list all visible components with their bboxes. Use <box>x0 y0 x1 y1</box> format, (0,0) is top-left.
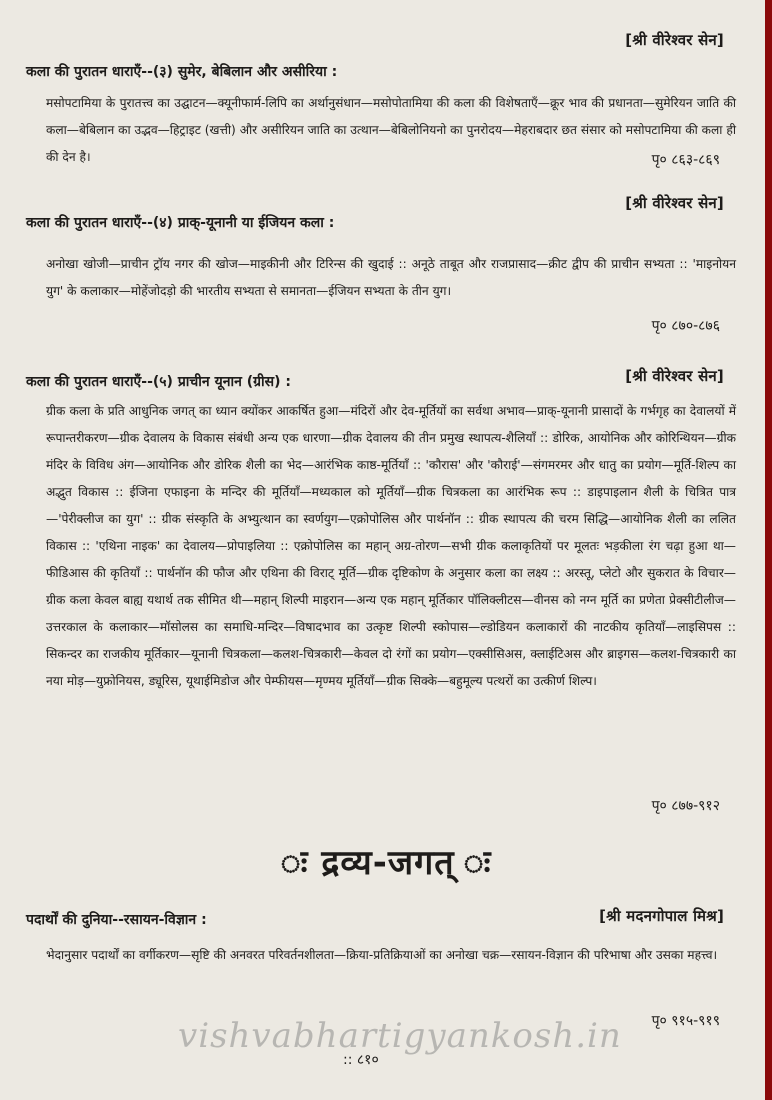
section-3-page-ref: पृ० ८७७-९१२ <box>651 798 720 814</box>
section-1-page-ref: पृ० ८६३-८६९ <box>651 152 720 168</box>
page-edge-binding <box>765 0 772 1100</box>
section-1-heading: कला की पुरातन धाराएँ--(३) सुमेर, बेबिलान और असीरिया : <box>26 64 338 80</box>
section-4-page-ref: पृ० ९१५-९१९ <box>651 1013 720 1029</box>
watermark: vishvabhartigyankosh.in <box>178 1016 622 1056</box>
section-2-body: अनोखा खोजी—प्राचीन ट्रॉय नगर की खोज—माइकीनी और टिरिन्स की खुदाई :: अनूठे ताबूत और राजप्रासाद—क्रीट द्वीप की प्राचीन सभ्यता :: 'माइनोयन युग' के कलाकार—मोहेंजोदड़ो की भारतीय सभ्यता से समानता—ईजियन सभ्यता के तीन युग। <box>46 257 736 298</box>
section-1-author: [श्री वीरेश्वर सेन] <box>625 31 724 49</box>
section-2-page-ref: पृ० ८७०-८७६ <box>651 318 720 334</box>
part-heading: ः द्रव्य-जगत् ः <box>280 843 492 883</box>
section-3-author: [श्री वीरेश्वर सेन] <box>625 367 724 385</box>
section-3-body: ग्रीक कला के प्रति आधुनिक जगत् का ध्यान क्योंकर आकर्षित हुआ—मंदिरों और देव-मूर्तियों का सर्वथा अभाव—प्राक्-यूनानी प्रासादों के गर्भगृह का देवालयों में रूपान्तरीकरण—ग्रीक देवालय के विकास संबंधी अन्य एक धारणा—ग्रीक देवालय की तीन प्रमुख स्थापत्य-शैलियाँ :: डोरिक, आयोनिक और कोरिन्थियन—ग्रीक मंदिर के विविध अंग—आयोनिक और डोरिक शैली का भेद—आरंभिक काष्ठ-मूर्तियाँ :: 'कौरास' और 'कौराई'—संगमरमर और धातु का प्रयोग—मूर्ति-शिल्प का अद्भुत विकास :: ईजिना एफाइना के मन्दिर की मूर्तियाँ—मध्यकाल को मूर्तियाँ—ग्रीक चित्रकला का आरंभिक रूप :: डाइपाइलान शैली के चित्रित पात्र—'पेरीक्लीज का युग' :: ग्रीक संस्कृति के अभ्युत्थान का स्वर्णयुग—एक्रोपोलिस और पार्थनॉन :: ग्रीक स्थापत्य की चरम सिद्धि—आयोनिक शैली का ललित विकास :: 'एथिना नाइक' का देवालय—प्रोपाइलिया :: एक्रोपोलिस का महान् अग्र-तोरण—सभी ग्रीक कलाकृतियों पर मूलतः भड़कीला रंग चढ़ा हुआ था—फीडिआस की कृतियाँ :: पार्थनॉन की फौज और एथिना की विराट् मूर्ति—ग्रीक दृष्टिकोण के अनुसार कला का लक्ष्य :: अरस्तू, प्लेटो और सुकरात के विचार—ग्रीक कला केवल बाह्य यथार्थ तक सीमित थी—महान् शिल्पी माइरान—अन्य एक महान् मूर्तिकार पॉलिक्लीटस—वीनस को नग्न मूर्ति का प्रणेता प्रेक्सीटीलीज—उत्तरकाल के कलाकार—मॉसोलस का समाधि-मन्दिर—विषादभाव का उत्कृष्ट शिल्पी स्कोपास—ल्डोडियन कलाकारों की नाटकीय कृतियाँ—लाइसिपस :: सिकन्दर का राजकीय मूर्तिकार—यूनानी चित्रकला—कलश-चित्रकारी—केवल दो रंगों का प्रयोग—एक्सीसिअस, क्लाईटिअस और ब्राइगस—कलश-चित्रकारी का नया मोड़—युफ्रोनियस, ड्यूरिस, यूथाईमिडोज और पेम्फीयस—मृण्मय मूर्तियाँ—ग्रीक सिक्के—बहुमूल्य पत्थरों का उत्कीर्ण शिल्प। <box>46 404 736 688</box>
section-4-body: भेदानुसार पदार्थों का वर्गीकरण—सृष्टि की अनवरत परिवर्तनशीलता—क्रिया-प्रतिक्रियाओं का अनोखा चक्र—रसायन-विज्ञान की परिभाषा और उसका महत्त्व। <box>46 948 718 962</box>
section-2-author: [श्री वीरेश्वर सेन] <box>625 194 724 212</box>
section-4-author: [श्री मदनगोपाल मिश्र] <box>599 907 724 925</box>
section-3-heading: कला की पुरातन धाराएँ--(५) प्राचीन यूनान (ग्रीस) : <box>26 374 291 390</box>
section-4-heading: पदार्थों की दुनिया--रसायन-विज्ञान : <box>26 912 207 928</box>
section-2-heading: कला की पुरातन धाराएँ--(४) प्राक्-यूनानी या ईजियन कला : <box>26 215 335 231</box>
section-1-body: मसोपटामिया के पुरातत्त्व का उद्घाटन—क्यूनीफार्म-लिपि का अर्थानुसंधान—मसोपोतामिया की कला की विशेषताएँ—क्रूर भाव की प्रधानता—सुमेरियन जाति की कला—बेबिलान का उद्भव—हिट्राइट (खत्ती) और असीरियन जाति का उत्थान—बेबिलोनियनो का पुनरोदय—मेहराबदार छत संसार को मसोपटामिया की कला ही की देन है। <box>46 96 736 164</box>
footer-page-number: :: ८१० <box>343 1052 379 1068</box>
